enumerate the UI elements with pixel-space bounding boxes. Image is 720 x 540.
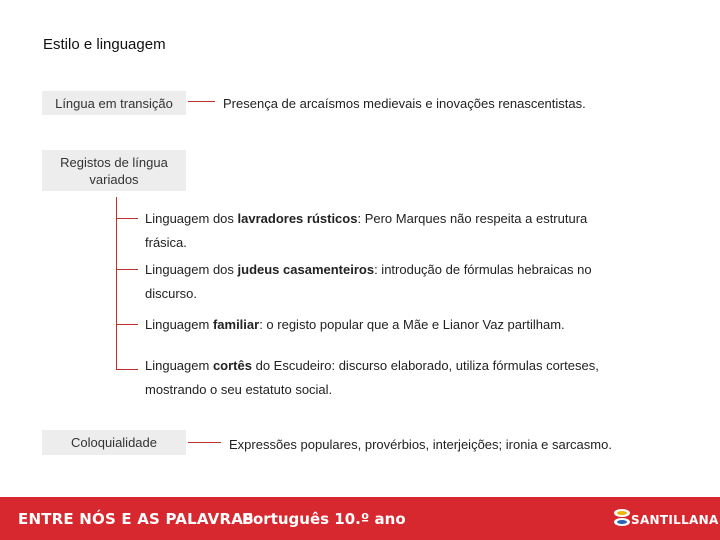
footer-subject: Português 10.º ano xyxy=(242,510,406,528)
connector-trunk-line xyxy=(116,197,117,370)
label-box-lingua-transicao: Língua em transição xyxy=(42,91,186,115)
santillana-wordmark: SANTILLANA xyxy=(631,513,719,527)
page-title: Estilo e linguagem xyxy=(43,36,166,53)
connector-branch-line xyxy=(116,218,138,219)
connector-line xyxy=(188,101,215,102)
list-item-cortes: Linguagem cortês do Escudeiro: discurso elaborado, utiliza fórmulas corteses, mostrando o seu estatuto social. xyxy=(145,358,599,397)
list-item-familiar: Linguagem familiar: o registo popular que a Mãe e Lianor Vaz partilham. xyxy=(145,317,565,332)
connector-branch-line xyxy=(116,369,138,370)
label-box-registos: Registos de língua variados xyxy=(42,150,186,191)
connector-branch-line xyxy=(116,324,138,325)
label-box-coloquialidade: Coloquialidade xyxy=(42,430,186,455)
description-coloquialidade: Expressões populares, provérbios, interjeições; ironia e sarcasmo. xyxy=(229,437,612,452)
description-lingua-transicao: Presença de arcaísmos medievais e inovações renascentistas. xyxy=(223,96,586,111)
footer-series-title: ENTRE NÓS E AS PALAVRAS xyxy=(18,510,255,528)
list-item-judeus: Linguagem dos judeus casamenteiros: introdução de fórmulas hebraicas no discurso. xyxy=(145,262,592,301)
connector-line xyxy=(188,442,221,443)
connector-branch-line xyxy=(116,269,138,270)
list-item-lavradores: Linguagem dos lavradores rústicos: Pero Marques não respeita a estrutura frásica. xyxy=(145,211,588,250)
